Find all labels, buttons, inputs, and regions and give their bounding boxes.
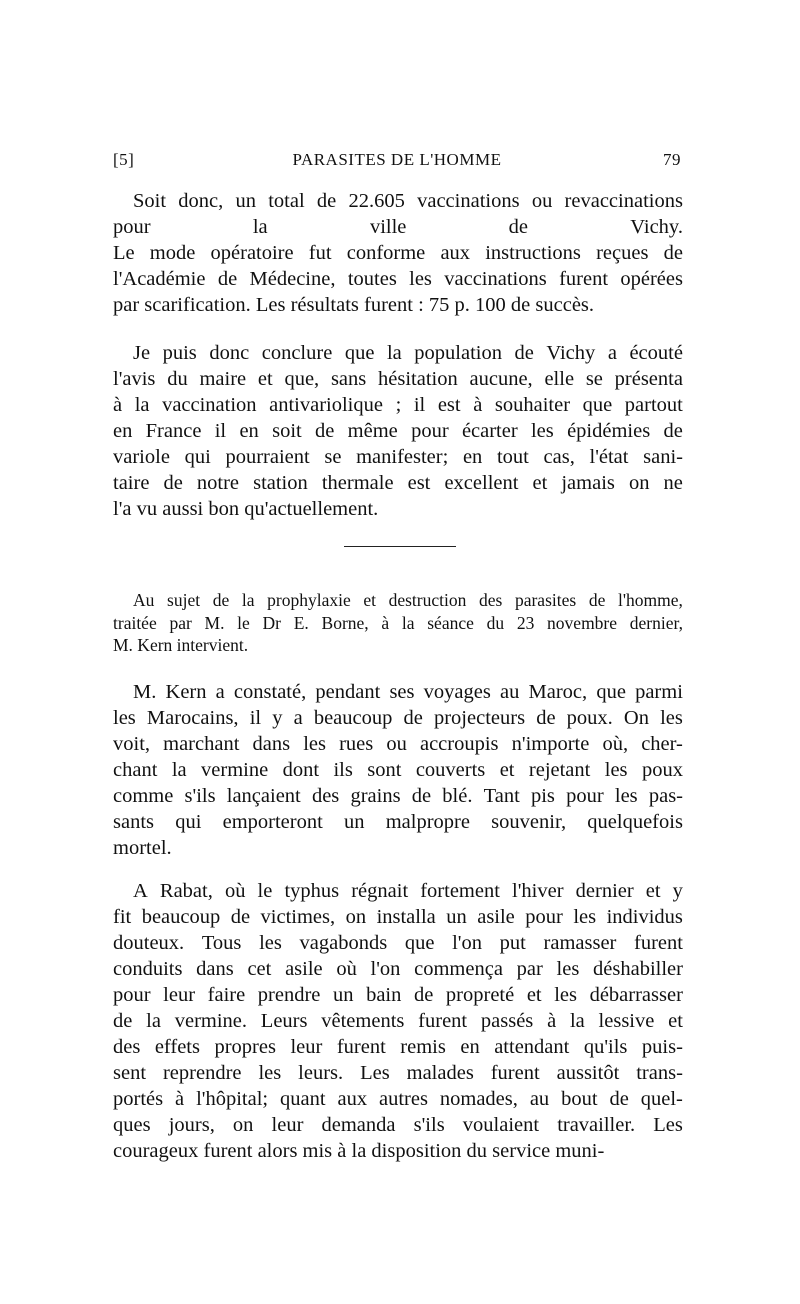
text-line: comme s'ils lançaient des grains de blé. Tant pis pour les pas- <box>113 785 683 807</box>
text-line: voit, marchant dans les rues ou accroupis n'importe où, cher- <box>113 733 683 755</box>
paragraph-kern-maroc <box>113 679 683 861</box>
text-line: des effets propres leur furent remis en attendant qu'ils puis- <box>113 1036 683 1058</box>
text-line: Le mode opératoire fut conforme aux instructions reçues de <box>113 242 683 264</box>
text-line: à la vaccination antivariolique ; il est à souhaiter que partout <box>113 394 683 416</box>
text-line: sants qui emporteront un malpropre souvenir, quelquefois <box>113 811 683 833</box>
text-line: conduits dans cet asile où l'on commença par les déshabiller <box>113 958 683 980</box>
text-line: pour leur faire prendre un bain de propreté et les débarrasser <box>113 984 683 1006</box>
text-line: courageux furent alors mis à la disposition du service muni- <box>113 1140 605 1162</box>
text-line: ques jours, on leur demanda s'ils voulaient travailler. Les <box>113 1114 683 1136</box>
paragraph-vaccination-total <box>113 188 683 318</box>
text-line: A Rabat, où le typhus régnait fortement l'hiver dernier et y <box>133 880 683 902</box>
text-line: mortel. <box>113 837 172 859</box>
text-line: Au sujet de la prophylaxie et destruction des parasites de l'homme, <box>133 590 683 610</box>
text-line: de la vermine. Leurs vêtements furent passés à la lessive et <box>113 1010 683 1032</box>
text-line: les Marocains, il y a beaucoup de projecteurs de poux. On les <box>113 707 683 729</box>
text-line: l'avis du maire et que, sans hésitation aucune, elle se présenta <box>113 368 683 390</box>
text-line: variole qui pourraient se manifester; en tout cas, l'état sani- <box>113 446 683 468</box>
paragraph-session-intro <box>113 589 683 657</box>
text-line: fit beaucoup de victimes, on installa un asile pour les individus <box>113 906 683 928</box>
page-header <box>113 150 681 174</box>
running-title: PARASITES DE L'HOMME <box>292 150 502 169</box>
text-line: l'a vu aussi bon qu'actuellement. <box>113 498 379 520</box>
section-number: [5] <box>113 150 135 169</box>
paragraph-conclusion <box>113 340 683 522</box>
text-line: M. Kern intervient. <box>113 635 249 655</box>
page-number: 79 <box>663 150 681 169</box>
text-line: taire de notre station thermale est excellent et jamais on ne <box>113 472 683 494</box>
text-line: portés à l'hôpital; quant aux autres nomades, au bout de quel- <box>113 1088 683 1110</box>
text-line: en France il en soit de même pour écarter les épidémies de <box>113 420 683 442</box>
text-line: Soit donc, un total de 22.605 vaccinations ou revaccinations <box>133 190 683 212</box>
text-line: par scarification. Les résultats furent : 75 p. 100 de succès. <box>113 294 595 316</box>
text-line: sent reprendre les leurs. Les malades furent aussitôt trans- <box>113 1062 683 1084</box>
text-line: douteux. Tous les vagabonds que l'on put ramasser furent <box>113 932 683 954</box>
text-line: l'Académie de Médecine, toutes les vaccinations furent opérées <box>113 268 683 290</box>
text-line: M. Kern a constaté, pendant ses voyages au Maroc, que parmi <box>133 681 683 703</box>
section-divider <box>344 546 456 547</box>
text-line: traitée par M. le Dr E. Borne, à la séance du 23 novembre dernier, <box>113 612 683 633</box>
text-line: pour la ville de Vichy. <box>113 216 683 238</box>
paragraph-rabat-asile <box>113 878 683 1164</box>
text-line: chant la vermine dont ils sont couverts et rejetant les poux <box>113 759 683 781</box>
text-line: Je puis donc conclure que la population de Vichy a écouté <box>133 342 683 364</box>
